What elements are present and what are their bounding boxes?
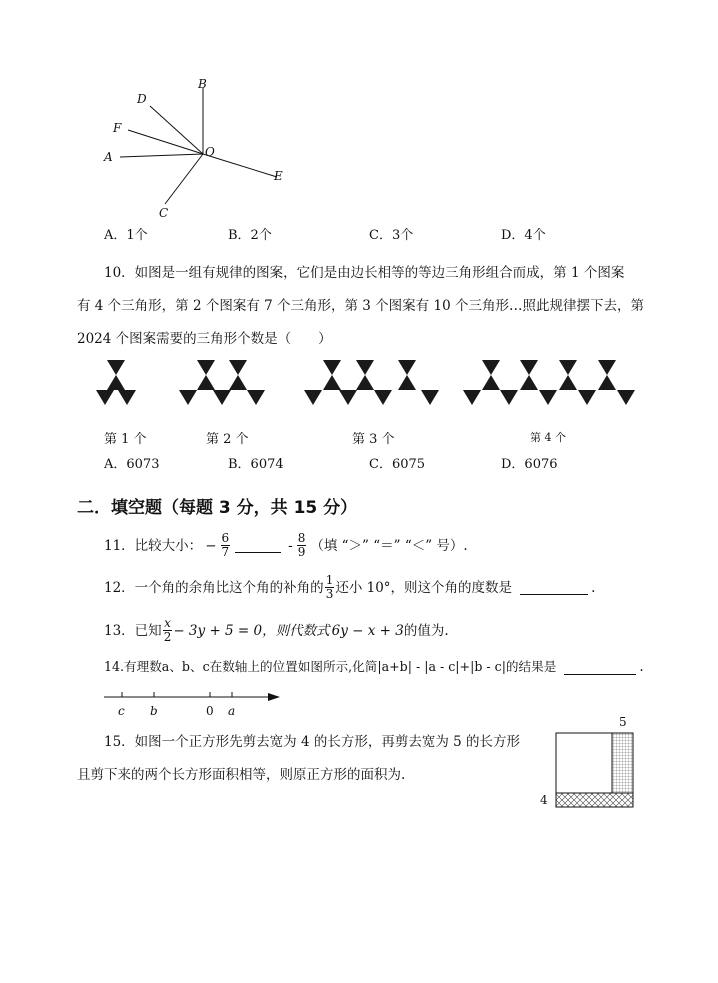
triangle-down — [179, 390, 197, 405]
q11-suffix: （填 “＞” “＝” “＜” 号）. — [310, 537, 468, 554]
label-a: A — [104, 150, 113, 164]
triangle-down — [539, 390, 557, 405]
q10-option-a: A．6073 — [104, 457, 160, 472]
q10-option-c: C．6075 — [369, 457, 426, 472]
triangle-down — [463, 390, 481, 405]
triangle-patterns — [90, 352, 650, 412]
triangle-down — [339, 390, 357, 405]
ray-of — [128, 130, 203, 154]
q12 — [104, 574, 595, 601]
triangle-down — [229, 360, 247, 375]
q12-numerator: 1 — [325, 573, 334, 587]
ray-oa — [120, 154, 203, 157]
q9-option-b: B．2个 — [228, 228, 272, 243]
axis-label-a: a — [228, 704, 236, 718]
axis-label-zero: 0 — [206, 704, 214, 718]
label-width-5: 5 — [619, 715, 627, 729]
triangle-down — [304, 390, 322, 405]
label-width-4: 4 — [540, 793, 548, 807]
triangle-down — [118, 390, 136, 405]
caption-pattern-1: 第 1 个 — [104, 432, 147, 447]
triangle-down — [374, 390, 392, 405]
label-f: F — [113, 121, 122, 135]
label-b: B — [198, 77, 207, 91]
q14-end: . — [639, 659, 644, 675]
q10-option-b: B．6074 — [228, 457, 284, 472]
triangle-up — [559, 375, 577, 390]
triangle-up — [598, 375, 616, 390]
q11-minus-2: - — [288, 537, 293, 554]
number-line — [100, 688, 290, 720]
pattern-1 — [96, 360, 136, 405]
q11-fraction-1 — [221, 532, 231, 559]
triangle-up — [197, 375, 215, 390]
q12-denominator: 3 — [325, 587, 334, 601]
q13-expression: 6y − x + 3 — [331, 622, 404, 639]
caption-pattern-2: 第 2 个 — [206, 432, 249, 447]
triangle-down — [520, 360, 538, 375]
triangle-down — [107, 360, 125, 375]
label-e: E — [274, 169, 283, 183]
square-cut-figure — [532, 710, 642, 810]
q13-fraction — [163, 617, 173, 644]
ray-od — [150, 106, 203, 154]
q11-denominator-1: 7 — [221, 545, 230, 559]
pattern-2 — [179, 360, 265, 405]
triangle-down — [500, 390, 518, 405]
triangle-up — [482, 375, 500, 390]
triangle-up — [520, 375, 538, 390]
angle-rays-figure — [95, 72, 305, 222]
q10-line-1: 10．如图是一组有规律的图案，它们是由边长相等的等边三角形组合而成，第 1 个图案 — [104, 265, 625, 281]
triangle-down — [421, 390, 439, 405]
caption-pattern-3: 第 3 个 — [352, 432, 395, 447]
q9-option-a: A．1个 — [104, 228, 148, 243]
triangle-up — [107, 375, 125, 390]
triangle-up — [356, 375, 374, 390]
q14 — [104, 657, 644, 677]
cut-rectangle-width-5 — [612, 733, 633, 793]
triangle-down — [213, 390, 231, 405]
q14-answer-blank[interactable] — [564, 660, 636, 675]
q11-fraction-2 — [297, 532, 307, 559]
q15-line-2: 且剪下来的两个长方形面积相等，则原正方形的面积为. — [77, 767, 406, 783]
q11-numerator-2: 8 — [297, 531, 306, 545]
q12-answer-blank[interactable] — [520, 580, 588, 595]
q10-line-3: 2024 个图案需要的三角形个数是（ ） — [77, 331, 332, 347]
label-d: D — [137, 92, 147, 106]
section-2-title: 二．填空题（每题 3 分，共 15 分） — [77, 498, 358, 518]
q11-numerator-1: 6 — [221, 531, 230, 545]
axis-label-c: c — [118, 704, 125, 718]
q12-end: . — [591, 579, 596, 596]
q11-prefix: 11．比较大小： — [104, 537, 203, 554]
q15-line-1: 15．如图一个正方形先剪去宽为 4 的长方形，再剪去宽为 5 的长方形 — [104, 734, 521, 750]
triangle-down — [578, 390, 596, 405]
number-line-arrow — [268, 693, 280, 701]
triangle-down — [247, 390, 265, 405]
q13-numerator: x — [164, 616, 171, 630]
q11-answer-blank[interactable] — [235, 538, 281, 553]
triangle-down — [398, 360, 416, 375]
q9-option-c: C．3个 — [369, 228, 414, 243]
q13-suffix: 的值为. — [403, 622, 449, 639]
q12-suffix: 还小 10°，则这个角的度数是 — [335, 579, 513, 596]
triangle-up — [398, 375, 416, 390]
q13-prefix: 13．已知 — [104, 622, 162, 639]
triangle-up — [323, 375, 341, 390]
q11-minus-1: − — [205, 537, 217, 554]
pattern-3 — [304, 360, 439, 405]
q13 — [104, 617, 449, 644]
q12-prefix: 12．一个角的余角比这个角的补角的 — [104, 579, 324, 596]
q13-equation: − 3y + 5 = 0，则代数式 — [173, 622, 330, 639]
q12-fraction — [325, 574, 335, 601]
q11-denominator-2: 9 — [297, 545, 306, 559]
caption-pattern-4: 第 4 个 — [530, 431, 566, 444]
q13-denominator: 2 — [163, 630, 172, 644]
axis-label-b: b — [150, 704, 158, 718]
triangle-down — [559, 360, 577, 375]
pattern-4 — [463, 360, 635, 405]
triangle-down — [96, 390, 114, 405]
label-o: O — [205, 145, 215, 159]
label-c: C — [159, 206, 169, 220]
triangle-down — [617, 390, 635, 405]
cut-rectangle-width-4 — [556, 793, 633, 807]
q9-option-d: D．4个 — [501, 228, 546, 243]
triangle-up — [229, 375, 247, 390]
q10-line-2: 有 4 个三角形，第 2 个图案有 7 个三角形，第 3 个图案有 10 个三角形…照此规律摆下去，第 — [77, 298, 644, 314]
q11 — [104, 532, 468, 559]
triangle-down — [482, 360, 500, 375]
triangle-down — [598, 360, 616, 375]
triangle-down — [323, 360, 341, 375]
triangle-down — [356, 360, 374, 375]
q10-option-d: D．6076 — [501, 457, 558, 472]
triangle-down — [197, 360, 215, 375]
ray-oc — [165, 154, 203, 204]
q14-text: 14.有理数a、b、c在数轴上的位置如图所示,化简|a+b| - |a - c|+|b - c|的结果是 — [104, 659, 557, 674]
